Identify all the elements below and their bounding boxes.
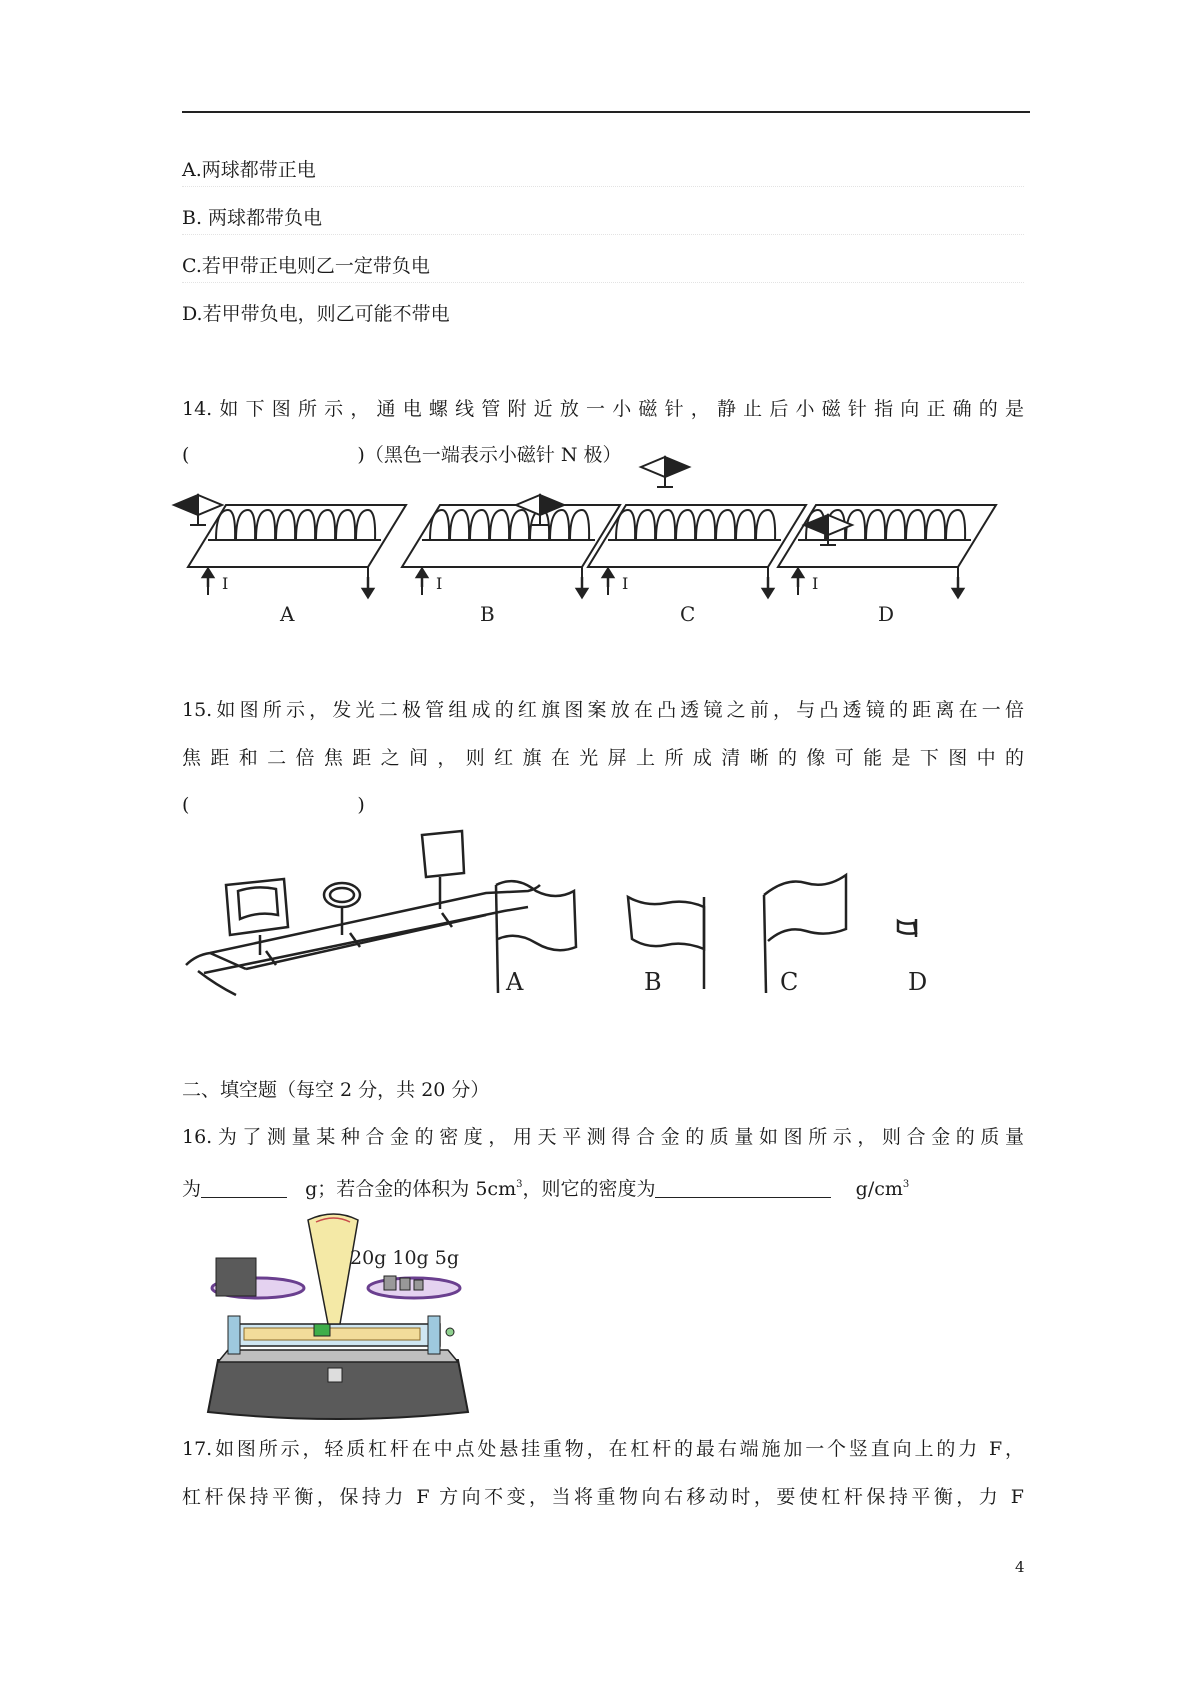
q15-stem-line3 <box>182 792 365 818</box>
q16-volume-text: g；若合金的体积为 5cm <box>305 1178 517 1200</box>
figure-label-c: C <box>780 968 799 996</box>
balance-pointer-scale <box>308 1214 358 1324</box>
q16-blank-density[interactable] <box>655 1179 831 1198</box>
option-d: D.若甲带负电，则乙可能不带电 <box>182 303 450 325</box>
q16-text-wei: 为 <box>182 1178 202 1200</box>
figure-label-d: D <box>908 968 928 996</box>
q14-paren-close: ) <box>357 444 365 466</box>
header-rule <box>182 111 1030 113</box>
solenoid-figure <box>186 495 1026 635</box>
figure-label-a: A <box>506 968 524 996</box>
solenoid-panel-c <box>588 505 806 595</box>
option-b: B. 两球都带负电 <box>182 207 323 229</box>
solenoid-panel-d <box>778 505 996 595</box>
current-label: I <box>222 574 229 593</box>
image-option-d <box>898 919 916 937</box>
weights-label: 20g 10g 5g <box>350 1247 460 1269</box>
figure-label-c: C <box>680 602 696 626</box>
solenoid-panel-a <box>188 505 406 595</box>
current-label: I <box>622 574 629 593</box>
balance-figure <box>188 1200 488 1432</box>
q15-stem-line1: 15.如图所示，发光二极管组成的红旗图案放在凸透镜之前，与凸透镜的距离在一倍 <box>182 699 1024 721</box>
q14-note: （黑色一端表示小磁针 N 极） <box>364 444 622 466</box>
q15-stem-line2: 焦距和二倍焦距之间，则红旗在光屏上所成清晰的像可能是下图中的 <box>182 747 1024 769</box>
dotted-separator <box>182 186 1024 187</box>
light-screen <box>422 831 464 909</box>
compass-needle-a <box>174 495 222 525</box>
balance-base <box>208 1350 468 1419</box>
page-number: 4 <box>1015 1558 1025 1576</box>
solenoid-panel-b <box>402 505 620 595</box>
figure-label-b: B <box>480 602 495 626</box>
section-heading: 二、填空题（每空 2 分，共 20 分） <box>182 1079 490 1101</box>
current-label: I <box>812 574 819 593</box>
superscript-3: 3 <box>516 1179 523 1190</box>
q16-stem-line1: 16.为了测量某种合金的密度，用天平测得合金的质量如图所示，则合金的质量 <box>182 1126 1024 1148</box>
superscript-3: 3 <box>902 1179 910 1190</box>
option-a: A.两球都带正电 <box>182 159 316 181</box>
figure-label-a: A <box>280 602 295 626</box>
option-c: C.若甲带正电则乙一定带负电 <box>182 255 430 277</box>
q16-density-text: ，则它的密度为 <box>522 1178 656 1200</box>
q17-stem-line2: 杠杆保持平衡，保持力 F 方向不变，当将重物向右移动时，要使杠杆保持平衡，力 F <box>182 1486 1024 1508</box>
lens-figure <box>186 835 1026 1005</box>
figure-label-b: B <box>644 968 662 996</box>
q14-stem-line1: 14.如下图所示，通电螺线管附近放一小磁针，静止后小磁针指向正确的是 <box>182 398 1024 420</box>
dotted-separator <box>182 234 1024 235</box>
q17-stem-line1: 17.如图所示，轻质杠杆在中点处悬挂重物，在杠杆的最右端施加一个竖直向上的力 F， <box>182 1438 1024 1460</box>
q15-paren-close: ) <box>357 794 365 816</box>
q16-stem-line2 <box>182 1172 909 1202</box>
q15-paren-open: ( <box>182 794 190 816</box>
current-label: I <box>436 574 443 593</box>
q16-blank-mass[interactable] <box>201 1179 287 1198</box>
image-option-b <box>628 897 704 989</box>
q16-density-unit: g/cm <box>855 1178 903 1200</box>
figure-label-d: D <box>878 602 895 626</box>
dotted-separator <box>182 282 1024 283</box>
image-option-c <box>764 875 846 993</box>
compass-needle-c <box>641 457 689 487</box>
q14-stem-line2 <box>182 442 622 468</box>
q14-paren-open: ( <box>182 444 190 466</box>
